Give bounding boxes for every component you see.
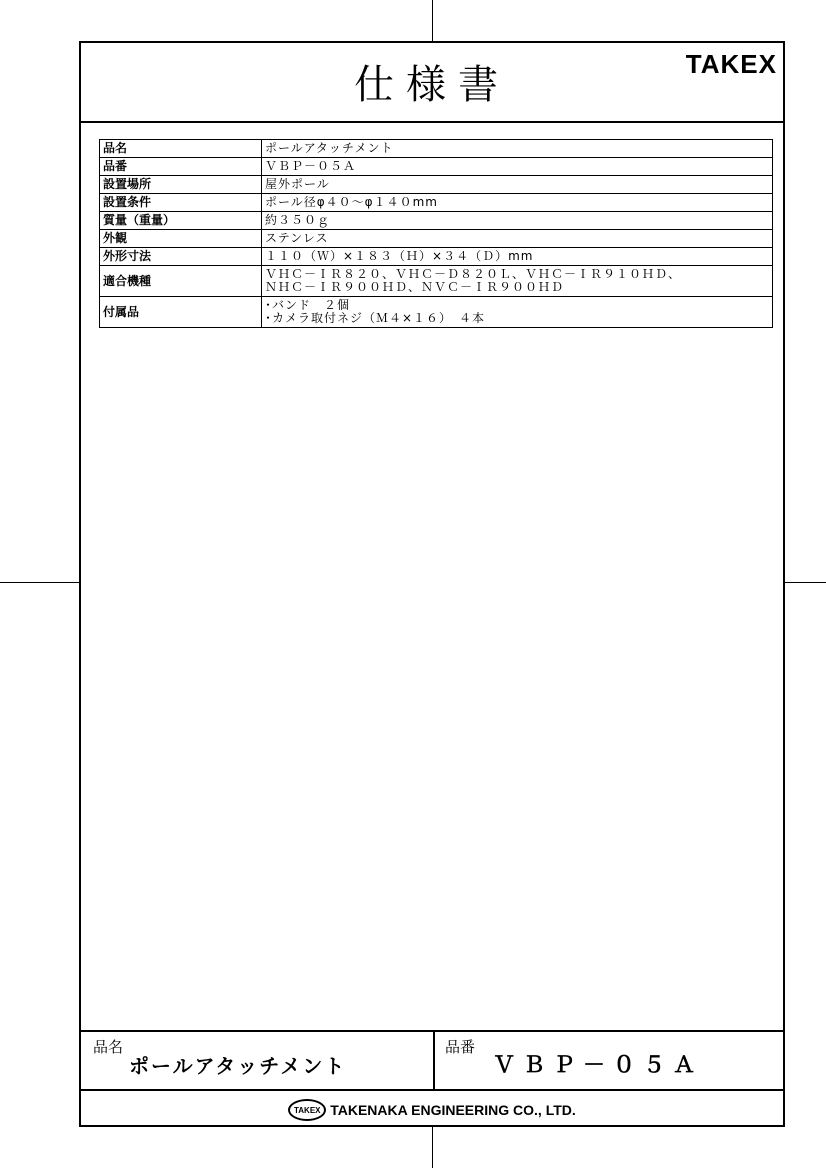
spec-value <box>262 230 773 248</box>
spec-value-line: ポール径φ４０～φ１４０mm <box>265 195 438 209</box>
spec-value-line: ＮＨＣ－ＩＲ９００ＨＤ、ＮＶＣ－ＩＲ９００ＨＤ <box>265 280 565 294</box>
spec-value <box>262 140 773 158</box>
document-title: 仕様書 <box>354 62 510 108</box>
spec-value-line: ･バンド ２個 <box>265 298 351 312</box>
spec-value-line: ･カメラ取付ネジ（Ｍ４×１６） ４本 <box>265 311 486 325</box>
registration-mark-bottom <box>432 1127 433 1168</box>
spec-row <box>100 266 773 297</box>
spec-label: 品名 <box>100 140 262 158</box>
spec-row <box>100 230 773 248</box>
spec-value-line: ＶＢＰ－０５Ａ <box>265 159 357 173</box>
footer-product-band <box>81 1030 783 1091</box>
spec-value-line: ポールアタッチメント <box>265 141 394 155</box>
spec-label: 質量（重量） <box>100 212 262 230</box>
spec-value <box>262 266 773 297</box>
spec-label: 設置場所 <box>100 176 262 194</box>
spec-row <box>100 248 773 266</box>
spec-row <box>100 212 773 230</box>
company-footer <box>81 1091 783 1129</box>
title-band <box>81 43 783 123</box>
footer-product-number: ＶＢＰ－０５Ａ <box>493 1053 704 1078</box>
spec-value-line: １１０（Ｗ）×１８３（Ｈ）×３４（Ｄ）mm <box>265 249 534 263</box>
registration-mark-left <box>0 582 79 583</box>
spec-row <box>100 140 773 158</box>
spec-label: 品番 <box>100 158 262 176</box>
spec-row <box>100 297 773 328</box>
registration-mark-right <box>785 582 826 583</box>
registration-mark-top <box>432 0 433 41</box>
spec-value <box>262 248 773 266</box>
spec-row <box>100 194 773 212</box>
spec-value <box>262 158 773 176</box>
company-name: TAKENAKA ENGINEERING CO., LTD. <box>330 1102 576 1118</box>
spec-value-line: 屋外ポール <box>265 177 330 191</box>
spec-row <box>100 176 773 194</box>
spec-value-line: ステンレス <box>265 231 329 245</box>
spec-row <box>100 158 773 176</box>
spec-sheet <box>79 41 785 1127</box>
spec-table <box>99 139 773 328</box>
spec-value-line: ＶＨＣ－ＩＲ８２０、ＶＨＣ－Ｄ８２０Ｌ、ＶＨＣ－ＩＲ９１０ＨＤ、 <box>265 267 682 281</box>
spec-value <box>262 297 773 328</box>
spec-value-line: 約３５０ｇ <box>265 213 331 227</box>
footer-name-label: 品名 <box>93 1038 124 1056</box>
footer-divider <box>433 1032 435 1089</box>
company-logo-icon: TAKEX <box>288 1099 326 1121</box>
spec-value <box>262 212 773 230</box>
spec-label: 適合機種 <box>100 266 262 297</box>
spec-label: 外観 <box>100 230 262 248</box>
spec-value <box>262 176 773 194</box>
brand-logo: TAKEX <box>685 49 777 79</box>
spec-label: 設置条件 <box>100 194 262 212</box>
footer-number-label: 品番 <box>445 1038 476 1056</box>
spec-label: 付属品 <box>100 297 262 328</box>
footer-product-name: ポールアタッチメント <box>129 1054 347 1078</box>
spec-label: 外形寸法 <box>100 248 262 266</box>
spec-value <box>262 194 773 212</box>
